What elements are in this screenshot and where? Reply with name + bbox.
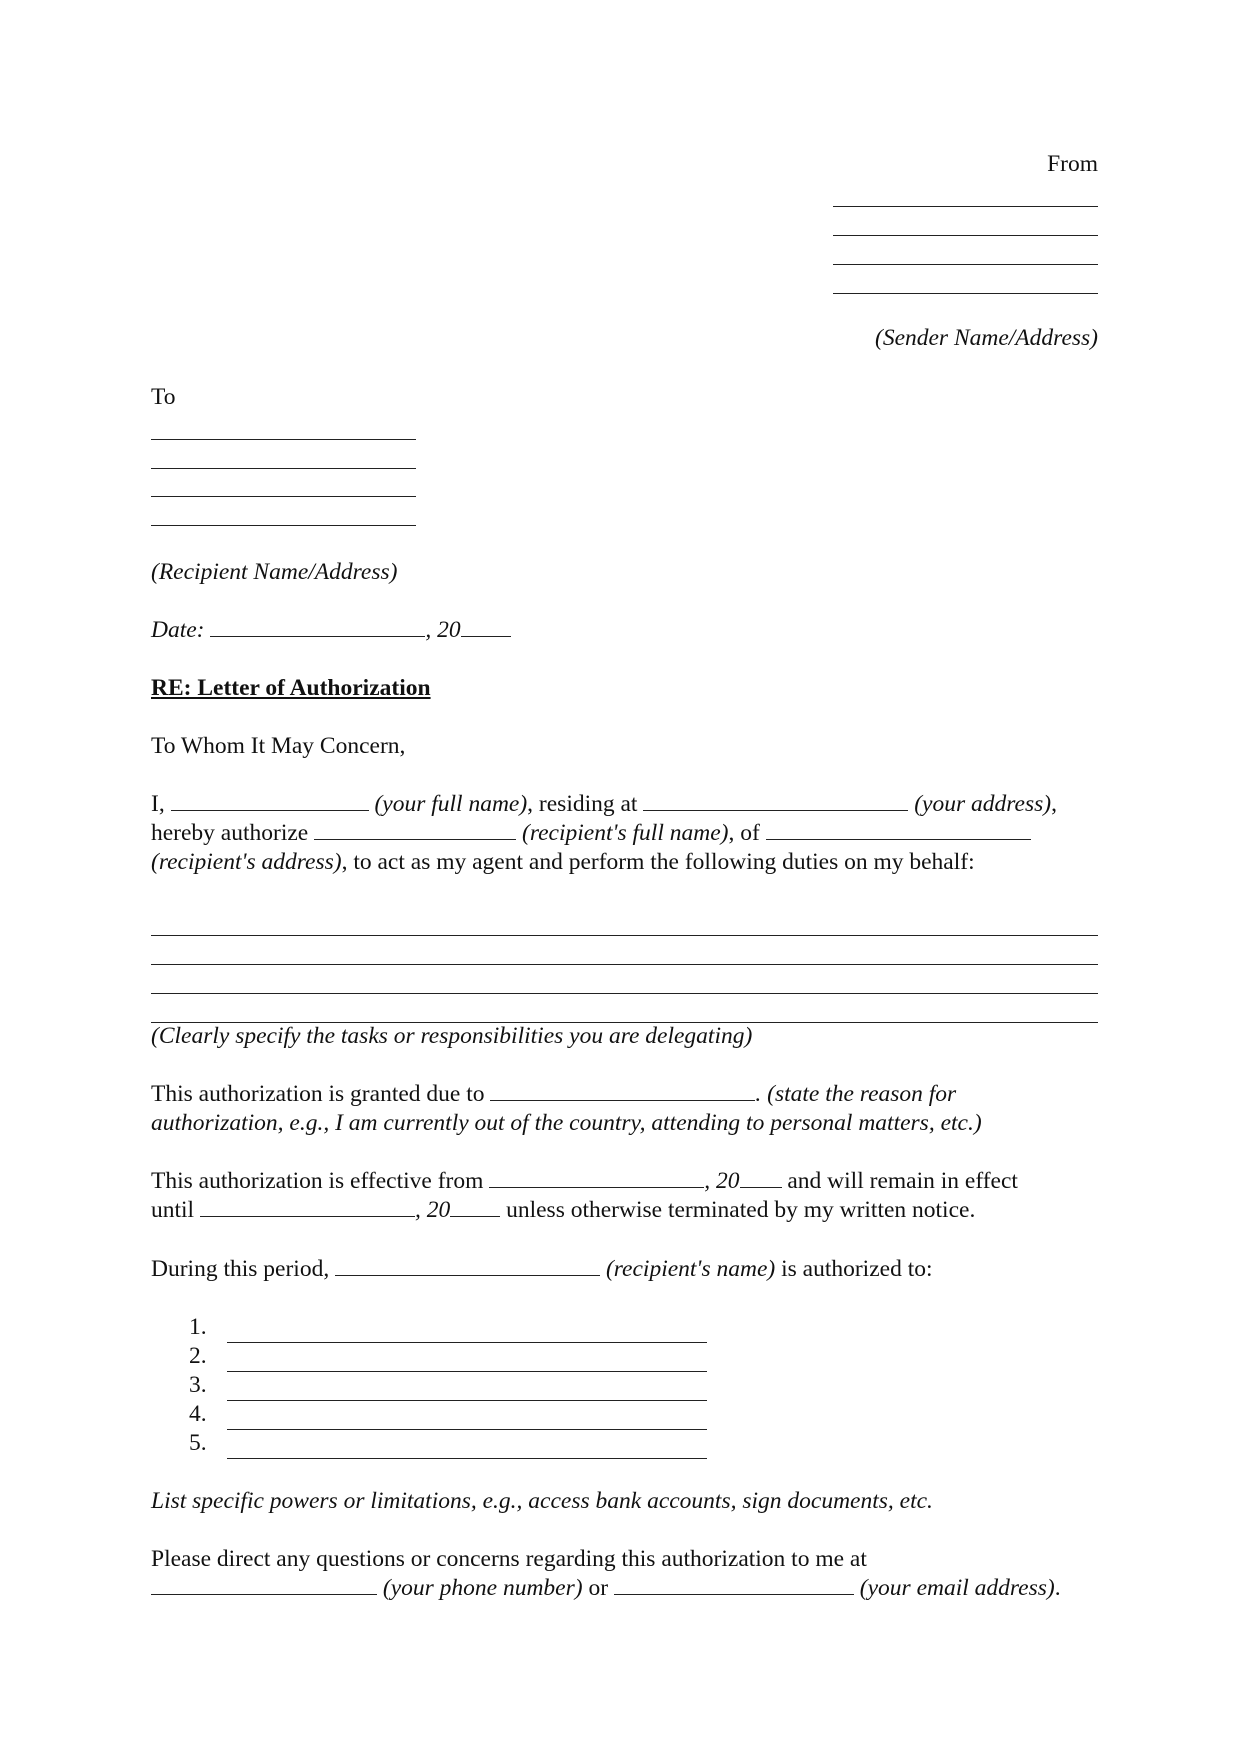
- para1-line1: [151, 790, 1057, 819]
- para1-of: , of: [728, 820, 760, 846]
- duty-line-2[interactable]: [151, 964, 1098, 965]
- effective-from: This authorization is effective from: [151, 1168, 484, 1194]
- date-blank[interactable]: [210, 616, 425, 637]
- contact-or: or: [588, 1575, 609, 1601]
- list-line-5[interactable]: [227, 1458, 707, 1459]
- duties-caption: (Clearly specify the tasks or responsibilities you are delegating): [151, 1023, 753, 1049]
- duty-line-1[interactable]: [151, 935, 1098, 936]
- full-name-hint: (your full name): [374, 791, 528, 817]
- para1-line2: [151, 819, 1031, 848]
- your-address-blank[interactable]: [643, 790, 908, 811]
- year2-prefix: , 20: [414, 1197, 451, 1223]
- list-number-4: 4.: [189, 1401, 207, 1427]
- remain-in-effect: and will remain in effect: [787, 1168, 1018, 1194]
- recipient-line-2[interactable]: [151, 468, 416, 469]
- effective-from-blank[interactable]: [489, 1167, 704, 1188]
- salutation: To Whom It May Concern,: [151, 733, 406, 759]
- list-number-3: 3.: [189, 1372, 207, 1398]
- list-line-2[interactable]: [227, 1371, 707, 1372]
- powers-caption: List specific powers or limitations, e.g., access bank accounts, sign documents, etc.: [151, 1488, 933, 1514]
- recipient-line-4[interactable]: [151, 525, 416, 526]
- para3-line2: [151, 1196, 975, 1225]
- sender-line-1[interactable]: [833, 206, 1098, 207]
- act-as-agent: , to act as my agent and perform the following duties on my behalf:: [341, 849, 975, 875]
- email-blank[interactable]: [614, 1574, 854, 1595]
- sender-line-3[interactable]: [833, 264, 1098, 265]
- list-line-1[interactable]: [227, 1342, 707, 1343]
- sender-line-4[interactable]: [833, 293, 1098, 294]
- address-hint: (your address): [914, 791, 1052, 817]
- reason-blank[interactable]: [490, 1080, 755, 1101]
- date-year-prefix: , 20: [425, 617, 461, 643]
- recipient-name-hint: (recipient's full name): [522, 820, 729, 846]
- year1-blank[interactable]: [740, 1167, 782, 1188]
- para1-line3: [151, 848, 975, 877]
- list-line-3[interactable]: [227, 1400, 707, 1401]
- recipient-line-1[interactable]: [151, 439, 416, 440]
- sender-heading: From: [1047, 151, 1098, 177]
- hereby-authorize: hereby authorize: [151, 820, 309, 846]
- recipient-heading: To: [151, 384, 176, 410]
- residing-at: , residing at: [527, 791, 638, 817]
- date-label: Date:: [151, 617, 205, 643]
- until: until: [151, 1197, 195, 1223]
- para1-i: I,: [151, 791, 165, 817]
- during-period: During this period,: [151, 1256, 330, 1282]
- duty-line-3[interactable]: [151, 993, 1098, 994]
- email-hint: (your email address): [859, 1575, 1055, 1601]
- terminated-text: unless otherwise terminated by my written notice.: [506, 1197, 976, 1223]
- para2-line1: [151, 1080, 956, 1109]
- date-line: [151, 616, 511, 645]
- recipient-short-hint: (recipient's name): [605, 1256, 776, 1282]
- year1-prefix: , 20: [704, 1168, 740, 1194]
- recipient-name-blank[interactable]: [314, 819, 516, 840]
- phone-blank[interactable]: [151, 1574, 377, 1595]
- granted-due-to: This authorization is granted due to: [151, 1081, 485, 1107]
- list-number-1: 1.: [189, 1314, 207, 1340]
- recipient-address-hint: (recipient's address): [151, 849, 342, 875]
- contact-line2: [151, 1574, 1061, 1603]
- para3-line1: [151, 1167, 1018, 1196]
- year2-blank[interactable]: [450, 1196, 500, 1217]
- subject-title: RE: Letter of Authorization: [151, 675, 431, 701]
- contact-period: .: [1054, 1575, 1061, 1601]
- recipient-line-3[interactable]: [151, 496, 416, 497]
- recipient-short-name-blank[interactable]: [335, 1255, 600, 1276]
- para1-comma: ,: [1051, 791, 1057, 817]
- sender-caption: (Sender Name/Address): [875, 325, 1098, 351]
- recipient-address-blank[interactable]: [766, 819, 1031, 840]
- recipient-caption: (Recipient Name/Address): [151, 559, 398, 585]
- para4-line: [151, 1255, 933, 1284]
- contact-line1: Please direct any questions or concerns regarding this authorization to me at: [151, 1546, 867, 1572]
- until-blank[interactable]: [200, 1196, 415, 1217]
- is-authorized-to: is authorized to:: [781, 1256, 933, 1282]
- phone-hint: (your phone number): [382, 1575, 583, 1601]
- sender-line-2[interactable]: [833, 235, 1098, 236]
- para2-line2: authorization, e.g., I am currently out of the country, attending to personal matters, etc.): [151, 1110, 982, 1136]
- list-line-4[interactable]: [227, 1429, 707, 1430]
- reason-hint-1: . (state the reason for: [755, 1081, 957, 1107]
- list-number-5: 5.: [189, 1430, 207, 1456]
- full-name-blank[interactable]: [171, 790, 369, 811]
- date-year-blank[interactable]: [461, 616, 511, 637]
- list-number-2: 2.: [189, 1343, 207, 1369]
